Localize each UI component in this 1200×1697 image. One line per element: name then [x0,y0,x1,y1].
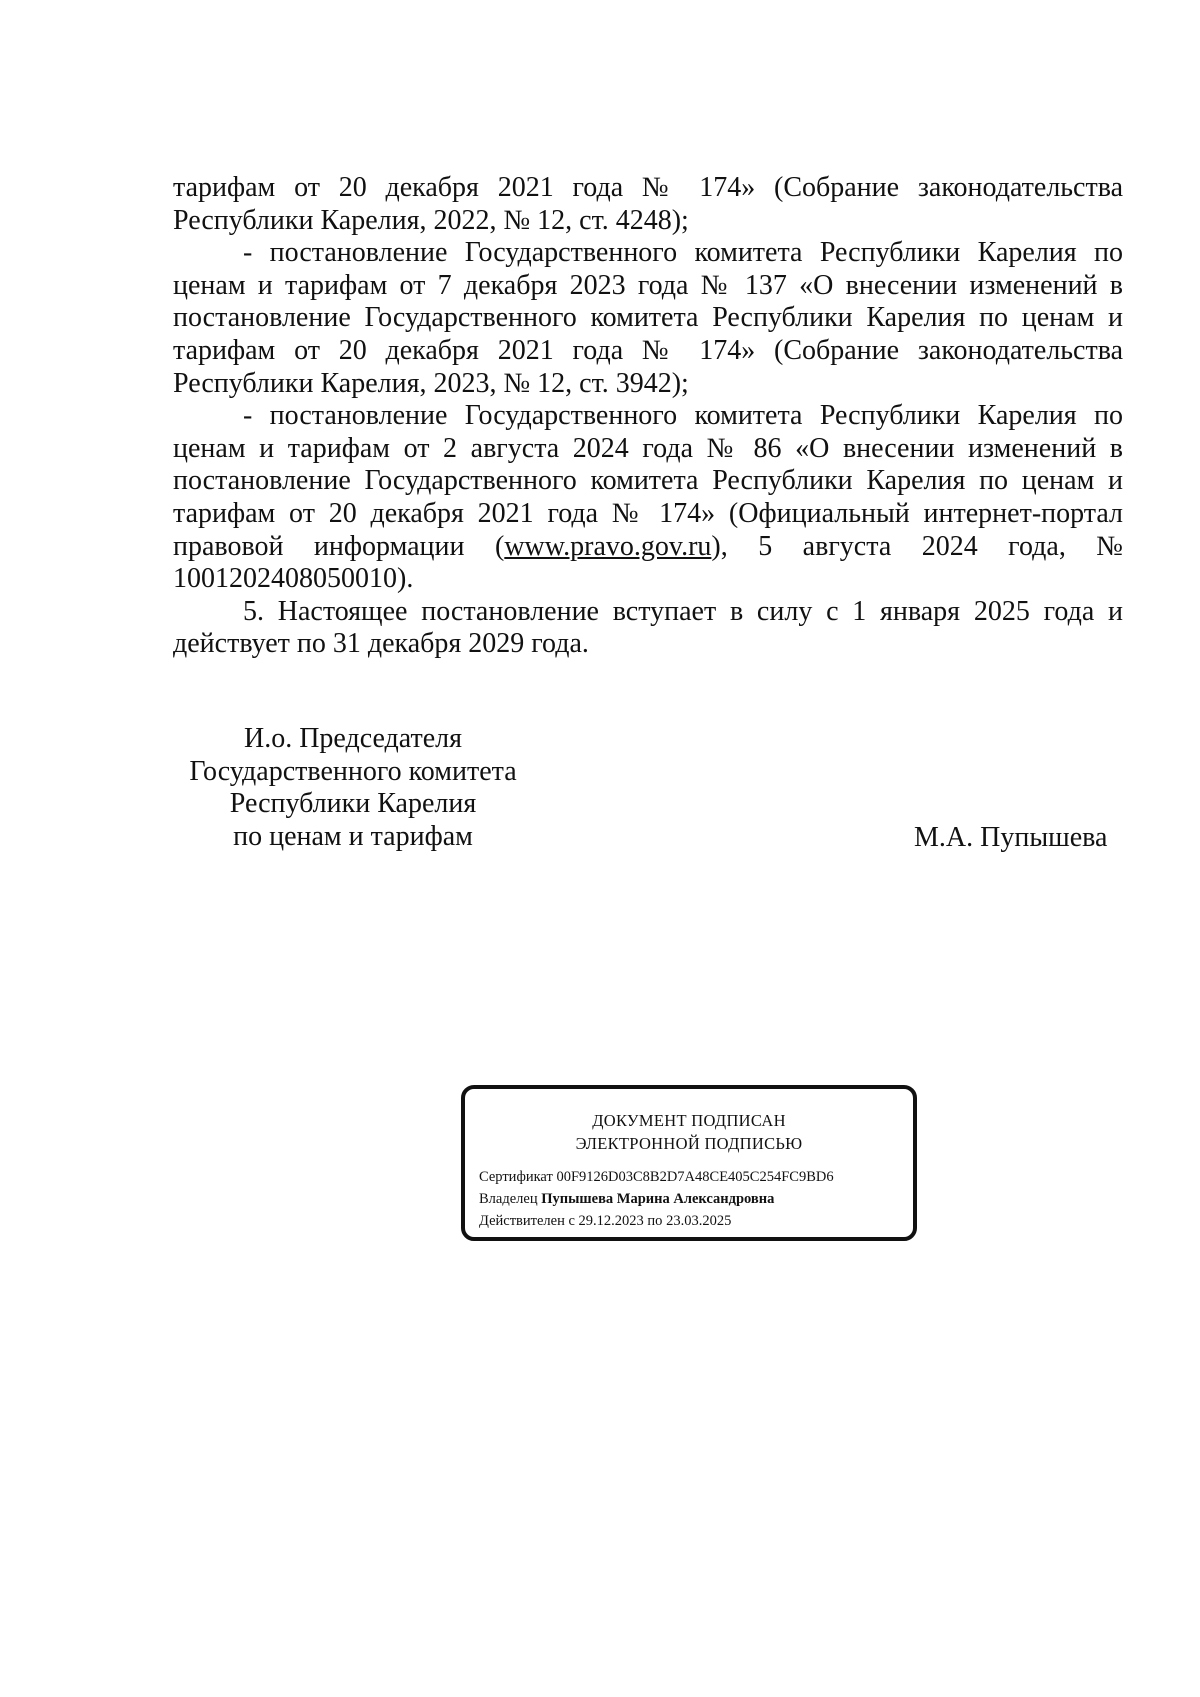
certificate-label: Сертификат [479,1169,553,1185]
owner-label: Владелец [479,1191,538,1207]
signatory-title-line: по ценам и тарифам [233,820,473,852]
document-body [173,172,1123,661]
signatory-name: М.А. Пупышева [914,822,1108,853]
signatory-title-line: Республики Карелия [229,788,477,820]
stamp-heading-line: ЭЛЕКТРОННОЙ ПОДПИСЬЮ [575,1134,803,1153]
validity-to-date: 23.03.2025 [666,1213,732,1229]
signatory-title-line: Государственного комитета [189,755,517,787]
paragraph-resolution-86-text: - постановление Государственного комитета Республики Карелия по ценам и тарифам от 2 августа 2024 года № 86 «О внесении изменений в постановление Государственного комитета Республики Карелия по ценам и тарифам от 20 декабря 2021 года № 174» (Официальный интернет-портал правовой информации ( [173,400,1123,562]
signatory-title [183,723,523,853]
stamp-certificate [479,1169,834,1186]
owner-value: Пупышева Марина Александровна [541,1191,775,1207]
stamp-owner [479,1191,774,1208]
paragraph-resolution-86-tail: ), 5 августа 2024 года, № 1001202408050010). [173,530,1124,595]
stamp-validity [479,1213,731,1230]
pravo-gov-link[interactable]: www.pravo.gov.ru [504,530,712,562]
stamp-heading-line: ДОКУМЕНТ ПОДПИСАН [592,1111,786,1130]
certificate-value: 00F9126D03C8B2D7A48CE405C254FC9BD6 [556,1169,834,1185]
paragraph-continuation: тарифам от 20 декабря 2021 года № 174» (Собрание законодательства Республики Карелия, 2022, № 12, ст. 4248); [173,172,1123,236]
paragraph-effective-date: 5. Настоящее постановление вступает в силу с 1 января 2025 года и действует по 31 декабря 2029 года. [173,595,1123,660]
validity-from-word: с [568,1213,575,1229]
paragraph-resolution-137: - постановление Государственного комитета Республики Карелия по ценам и тарифам от 7 декабря 2023 года № 137 «О внесении изменений в постановление Государственного комитета Республики Карелия по ценам и тарифам от 20 декабря 2021 года № 174» (Собрание законодательства Республики Карелия, 2023, № 12, ст. 3942); [173,237,1123,399]
signatory-title-line: И.о. Председателя [243,723,463,754]
electronic-signature-stamp [461,1085,917,1241]
stamp-heading [465,1109,913,1155]
paragraph-resolution-86 [173,400,1123,596]
validity-label: Действителен [479,1213,565,1229]
validity-from-date: 29.12.2023 [578,1213,644,1229]
validity-to-word: по [647,1213,663,1229]
